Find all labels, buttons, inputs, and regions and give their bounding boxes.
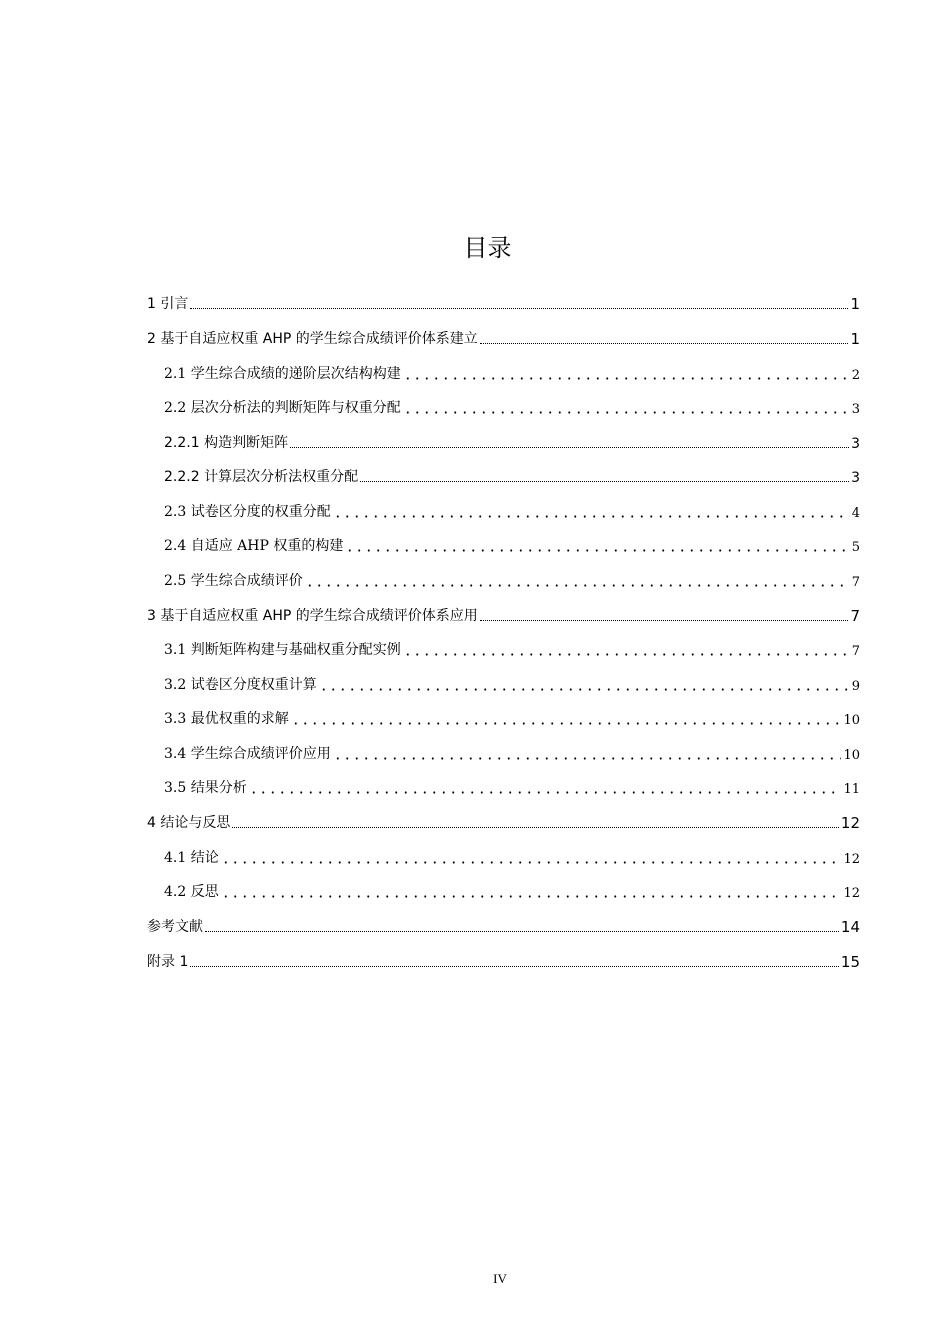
toc-entry-3-2[interactable]: [147, 665, 860, 700]
toc-entry-4-2[interactable]: [147, 873, 860, 908]
toc-entry-page: 1: [850, 295, 860, 313]
dot-leader: [249, 791, 842, 794]
toc-entry-page: 7: [851, 644, 860, 659]
toc-entry-label: 3.2 试卷区分度权重计算: [164, 676, 317, 693]
toc-entry-3-3[interactable]: [147, 700, 860, 735]
toc-entry-4[interactable]: [147, 803, 860, 838]
toc-entry-label: 附录 1: [147, 954, 189, 970]
toc-entry-page: 9: [851, 678, 860, 694]
toc-entry-label: 4.2 反思: [164, 884, 219, 900]
dot-leader: [403, 653, 850, 656]
toc-entry-3-1[interactable]: [147, 631, 860, 666]
toc-entry-page: 7: [850, 606, 860, 625]
toc-entry-3-5[interactable]: [147, 769, 860, 804]
toc-entry-2-2-2[interactable]: [147, 458, 860, 493]
toc-entry-label: 2.3 试卷区分度的权重分配: [164, 503, 331, 520]
toc-entry-2-2-1[interactable]: [147, 423, 860, 458]
toc-entry-page: 4: [851, 505, 860, 521]
toc-entry-label: 2.5 学生综合成绩评价: [164, 572, 303, 589]
toc-entry-label: 2 基于自适应权重 AHP 的学生综合成绩评价体系建立: [147, 331, 478, 347]
toc-entry-page: 12: [843, 851, 860, 867]
dot-leader: [360, 481, 849, 482]
toc-entry-page: 15: [840, 953, 860, 971]
dot-leader: [480, 343, 849, 344]
toc-entry-label: 3.4 学生综合成绩评价应用: [164, 745, 331, 762]
toc-entry-1[interactable]: [147, 284, 860, 319]
toc-entry-page: 10: [843, 747, 860, 763]
toc-entry-2[interactable]: [147, 319, 860, 354]
toc-entry-label: 2.2 层次分析法的判断矩阵与权重分配: [164, 400, 401, 416]
toc-entry-2-3[interactable]: [147, 492, 860, 527]
toc-entry-page: 12: [840, 814, 860, 832]
dot-leader: [403, 411, 850, 414]
toc-entry-3-4[interactable]: [147, 734, 860, 769]
toc-entry-2-5[interactable]: [147, 561, 860, 596]
toc-entry-2-1[interactable]: [147, 354, 860, 389]
toc-title: 目录: [463, 234, 512, 262]
toc-entry-page: 3: [851, 435, 860, 452]
dot-leader: [290, 447, 849, 448]
toc-list: [147, 284, 860, 977]
toc-entry-page: 1: [850, 330, 860, 348]
toc-entry-page: 10: [843, 713, 860, 728]
dot-leader: [190, 308, 848, 309]
page-number: IV: [493, 1271, 507, 1286]
toc-entry-page: 14: [840, 918, 860, 936]
toc-entry-label: 3.3 最优权重的求解: [164, 711, 289, 727]
toc-entry-label: 3 基于自适应权重 AHP 的学生综合成绩评价体系应用: [147, 607, 478, 624]
dot-leader: [319, 688, 850, 691]
toc-entry-label: 2.2.1 构造判断矩阵: [164, 434, 289, 451]
toc-entry-label: 1 引言: [147, 296, 189, 312]
dot-leader: [291, 722, 842, 725]
toc-entry-label: 2.4 自适应 AHP 权重的构建: [164, 538, 344, 554]
dot-leader: [221, 895, 842, 898]
toc-entry-page: 3: [851, 402, 860, 417]
toc-entry-label: 2.1 学生综合成绩的递阶层次结构构建: [164, 365, 401, 382]
toc-entry-page: 3: [851, 470, 860, 486]
dot-leader: [305, 584, 850, 587]
toc-entry-page: 7: [851, 574, 860, 590]
toc-entry-label: 4.1 结论: [164, 849, 219, 866]
toc-entry-label: 3.5 结果分析: [164, 780, 247, 796]
dot-leader: [480, 620, 849, 621]
toc-entry-label: 3.1 判断矩阵构建与基础权重分配实例: [164, 642, 401, 658]
toc-entry-page: 11: [843, 782, 860, 797]
dot-leader: [221, 861, 842, 864]
dot-leader: [232, 827, 839, 828]
toc-entry-appendix-1[interactable]: [147, 942, 860, 977]
toc-entry-4-1[interactable]: [147, 838, 860, 873]
toc-entry-page: 5: [851, 540, 860, 555]
toc-entry-label: 参考文献: [147, 919, 203, 935]
toc-entry-2-4[interactable]: [147, 527, 860, 562]
dot-leader: [333, 515, 850, 518]
toc-entry-page: 12: [843, 886, 860, 901]
dot-leader: [333, 757, 842, 760]
toc-entry-3[interactable]: [147, 596, 860, 631]
dot-leader: [403, 377, 850, 380]
dot-leader: [190, 966, 839, 967]
dot-leader: [205, 931, 839, 932]
toc-entry-label: 2.2.2 计算层次分析法权重分配: [164, 469, 359, 485]
toc-entry-references[interactable]: [147, 907, 860, 942]
toc-entry-page: 2: [851, 367, 860, 383]
toc-entry-label: 4 结论与反思: [147, 815, 231, 831]
toc-entry-2-2[interactable]: [147, 389, 860, 424]
dot-leader: [345, 549, 849, 552]
